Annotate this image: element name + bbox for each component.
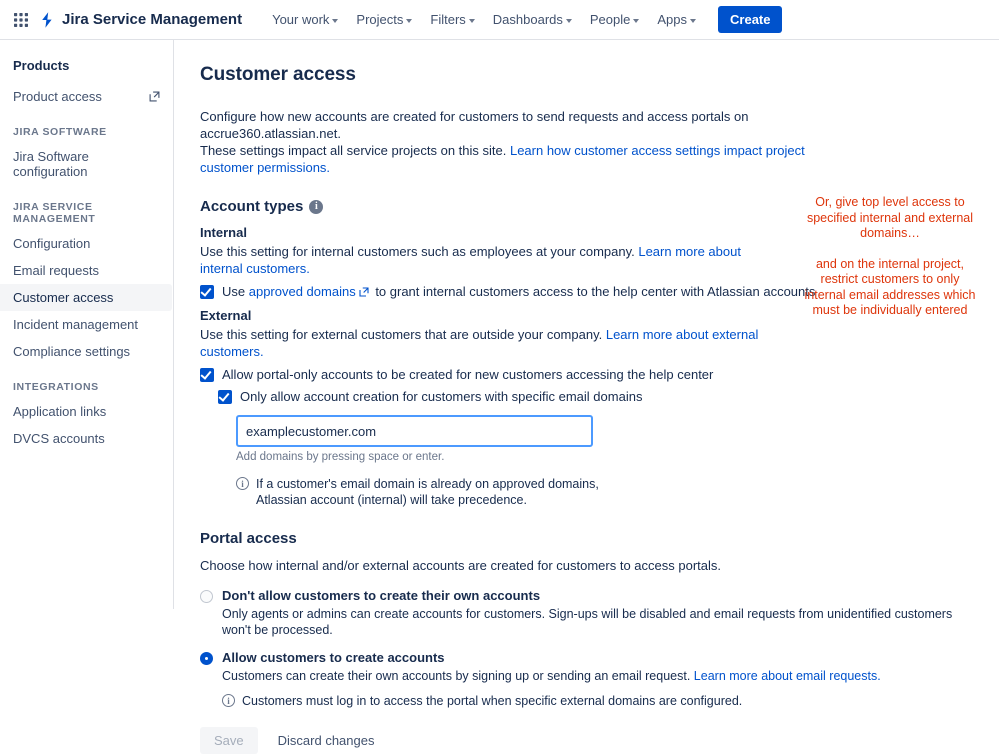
approved-domains-label-suffix: to grant internal customers access to the help center with Atlassian accounts [371, 284, 816, 299]
approved-domains-checkbox-label [222, 284, 815, 300]
external-link-icon [359, 287, 369, 297]
chevron-down-icon [332, 19, 338, 23]
radio-option-allow-title: Allow customers to create accounts [222, 650, 445, 665]
external-subheading: External [200, 308, 252, 323]
sidebar-item-incident-management-label: Incident management [13, 317, 139, 332]
save-button[interactable]: Save [200, 727, 258, 754]
radio-unselected-icon[interactable] [200, 590, 213, 603]
radio-option-disallow-row[interactable] [200, 588, 975, 603]
product-home-link[interactable] [38, 11, 242, 29]
sidebar-item-application-links-label: Application links [13, 404, 107, 419]
info-icon[interactable]: i [309, 200, 323, 214]
sidebar-group-jira-service-management: JIRA SERVICE MANAGEMENT [13, 201, 96, 225]
page-description-line2-prefix: These settings impact all service projects on this site. [200, 143, 510, 158]
chevron-down-icon [633, 19, 639, 23]
approved-domains-link[interactable]: approved domains [248, 284, 356, 299]
portal-access-description: Choose how internal and/or external accounts are created for customers to access portals. [200, 558, 721, 573]
radio-option-allow-row[interactable] [200, 650, 975, 665]
nav-item-filters-label: Filters [430, 12, 466, 27]
nav-item-dashboards-label: Dashboards [492, 12, 563, 27]
page-title: Customer access [200, 64, 356, 85]
nav-item-dashboards[interactable] [485, 7, 580, 32]
create-button[interactable]: Create [718, 6, 782, 33]
settings-sidebar [0, 40, 174, 609]
sidebar-item-email-requests-label: Email requests [13, 263, 99, 278]
nav-item-projects-label: Projects [356, 12, 404, 27]
domain-precedence-note-text: If a customer's email domain is already on approved domains, Atlassian account (internal) will take precedence. [256, 477, 599, 507]
sidebar-item-application-links[interactable] [0, 398, 172, 425]
external-description [200, 326, 760, 360]
external-link-icon [149, 91, 160, 102]
chevron-down-icon [566, 19, 572, 23]
sidebar-item-incident-management[interactable] [0, 311, 172, 338]
sidebar-group-jira-software: JIRA SOFTWARE [13, 126, 107, 138]
page-description-line1: Configure how new accounts are created for customers to send requests and access portals on accrue360.atlassian.net. [200, 109, 749, 141]
sidebar-item-jira-software-configuration[interactable] [0, 143, 172, 185]
email-domains-input[interactable] [236, 415, 593, 447]
jira-logo-icon [38, 11, 56, 29]
sidebar-item-product-access-label: Product access [13, 89, 102, 104]
portal-access-heading [200, 530, 975, 547]
radio-option-disallow-title: Don't allow customers to create their own accounts [222, 588, 541, 603]
specific-domains-checkbox-label: Only allow account creation for customers with specific email domains [240, 389, 643, 404]
account-types-heading-label: Account types [200, 198, 304, 215]
domain-precedence-note [236, 476, 616, 508]
external-customers-link[interactable]: Learn more about external customers. [200, 327, 759, 359]
internal-description-prefix: Use this setting for internal customers such as employees at your company. [200, 244, 639, 259]
chevron-down-icon [469, 19, 475, 23]
annotation-block-2: and on the internal project, restrict customers to only internal email addresses which must be individually entered [804, 256, 976, 317]
chevron-down-icon [406, 19, 412, 23]
info-icon: i [222, 694, 235, 707]
external-description-prefix: Use this setting for external customers that are outside your company. [200, 327, 606, 342]
portal-login-note [222, 693, 975, 709]
form-actions [200, 727, 975, 754]
page-description [200, 108, 820, 176]
annotation-block-1: Or, give top level access to specified internal and external domains… [806, 195, 974, 240]
sidebar-item-product-access[interactable] [0, 83, 172, 110]
sidebar-item-configuration-label: Configuration [13, 236, 91, 251]
nav-item-apps-label: Apps [657, 12, 688, 27]
sidebar-group-integrations: INTEGRATIONS [13, 381, 99, 393]
radio-option-disallow-description: Only agents or admins can create accounts for customers. Sign-ups will be disabled and email requests from unidentified customers won't be processed. [222, 607, 953, 637]
checkbox-checked-icon[interactable] [200, 285, 214, 299]
portal-access-heading-label: Portal access [200, 530, 297, 547]
checkbox-checked-icon[interactable] [218, 390, 232, 404]
internal-description [200, 243, 760, 277]
sidebar-title: Products [13, 58, 70, 73]
apps-grid-icon[interactable] [8, 7, 34, 33]
nav-item-projects[interactable] [348, 7, 420, 32]
nav-item-your-work[interactable] [264, 7, 346, 32]
nav-item-people[interactable] [582, 7, 647, 32]
sidebar-item-compliance-settings-label: Compliance settings [13, 344, 131, 359]
internal-subheading: Internal [200, 225, 247, 240]
sidebar-item-email-requests[interactable] [0, 257, 172, 284]
main-content [174, 40, 999, 748]
sidebar-item-customer-access-label: Customer access [13, 290, 114, 305]
nav-item-your-work-label: Your work [272, 12, 330, 27]
sidebar-item-configuration[interactable] [0, 230, 172, 257]
radio-option-allow-description-prefix: Customers can create their own accounts by signing up or sending an email request. [222, 669, 694, 683]
info-icon: i [236, 477, 249, 490]
sidebar-item-jira-software-configuration-label: Jira Software configuration [13, 149, 89, 179]
chevron-down-icon [690, 19, 696, 23]
sidebar-item-compliance-settings[interactable] [0, 338, 172, 365]
internal-customers-link[interactable]: Learn more about internal customers. [200, 244, 741, 276]
radio-option-allow-description [222, 668, 962, 684]
sidebar-item-dvcs-accounts[interactable] [0, 425, 172, 452]
checkbox-checked-icon[interactable] [200, 368, 214, 382]
discard-changes-button[interactable]: Discard changes [266, 727, 387, 754]
radio-selected-icon[interactable] [200, 652, 213, 665]
portal-only-accounts-checkbox-label: Allow portal-only accounts to be created for new customers accessing the help center [222, 367, 714, 382]
domain-input-hint: Add domains by pressing space or enter. [236, 451, 445, 463]
specific-domains-checkbox-row[interactable] [218, 389, 975, 405]
page-body [0, 40, 999, 748]
sidebar-item-customer-access[interactable] [0, 284, 172, 311]
customer-access-permissions-link[interactable]: Learn how customer access settings impact project customer permissions. [200, 143, 805, 175]
domain-input-wrapper [236, 415, 975, 447]
primary-nav-items [264, 7, 704, 32]
email-requests-link[interactable]: Learn more about email requests. [693, 669, 881, 683]
sidebar-item-dvcs-accounts-label: DVCS accounts [13, 431, 105, 446]
approved-domains-label-prefix: Use [222, 284, 249, 299]
portal-only-accounts-checkbox-row[interactable] [200, 367, 975, 383]
nav-item-filters[interactable] [422, 7, 482, 32]
top-navigation-bar [0, 0, 999, 40]
nav-item-people-label: People [589, 12, 631, 27]
portal-login-note-text: Customers must log in to access the portal when specific external domains are configured. [242, 694, 743, 708]
product-name-label: Jira Service Management [62, 11, 243, 28]
nav-item-apps[interactable] [649, 7, 704, 32]
annotation-overlay [801, 195, 979, 319]
